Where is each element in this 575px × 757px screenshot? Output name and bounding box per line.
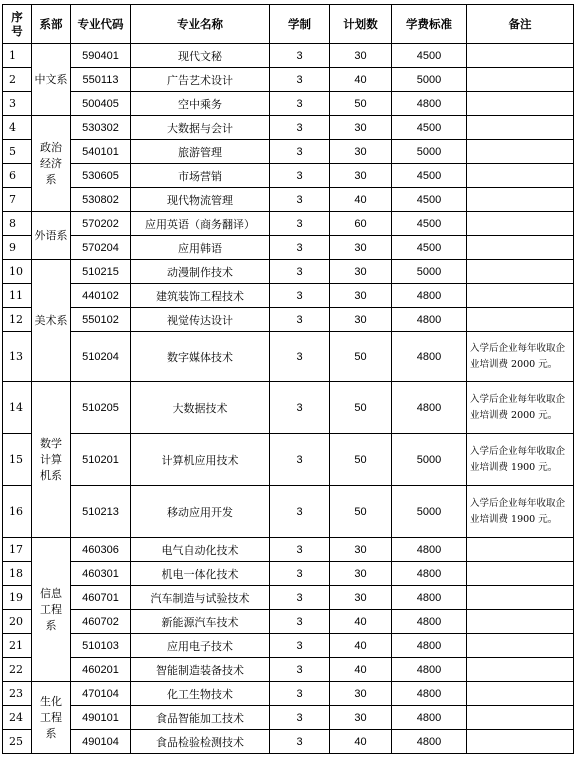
row-fee: 4800 <box>392 586 467 610</box>
row-idx: 18 <box>3 562 32 586</box>
row-idx: 2 <box>3 68 32 92</box>
row-note: 入学后企业每年收取企业培训费 1900 元。 <box>467 434 574 486</box>
row-idx: 13 <box>3 332 32 382</box>
row-code: 510204 <box>71 332 131 382</box>
table-row <box>3 68 574 92</box>
row-code: 510103 <box>71 634 131 658</box>
header-fee: 学费标准 <box>392 5 467 44</box>
table-row <box>3 332 574 382</box>
row-plan: 30 <box>330 706 392 730</box>
row-note <box>467 658 574 682</box>
row-note <box>467 284 574 308</box>
row-years: 3 <box>270 236 330 260</box>
header-name: 专业名称 <box>131 5 270 44</box>
row-years: 3 <box>270 562 330 586</box>
row-years: 3 <box>270 382 330 434</box>
row-name: 大数据技术 <box>131 382 270 434</box>
row-fee: 5000 <box>392 486 467 538</box>
row-note <box>467 188 574 212</box>
row-plan: 30 <box>330 140 392 164</box>
row-idx: 21 <box>3 634 32 658</box>
row-years: 3 <box>270 260 330 284</box>
row-idx: 6 <box>3 164 32 188</box>
row-name: 广告艺术设计 <box>131 68 270 92</box>
header-note: 备注 <box>467 5 574 44</box>
row-years: 3 <box>270 332 330 382</box>
row-note <box>467 116 574 140</box>
row-years: 3 <box>270 486 330 538</box>
row-fee: 4800 <box>392 706 467 730</box>
row-plan: 30 <box>330 586 392 610</box>
row-code: 490101 <box>71 706 131 730</box>
header-code: 专业代码 <box>71 5 131 44</box>
table-row <box>3 634 574 658</box>
row-fee: 5000 <box>392 260 467 284</box>
row-years: 3 <box>270 434 330 486</box>
header-row <box>3 5 574 44</box>
row-name: 视觉传达设计 <box>131 308 270 332</box>
row-note <box>467 610 574 634</box>
table-row <box>3 164 574 188</box>
row-plan: 40 <box>330 68 392 92</box>
table-row <box>3 682 574 706</box>
row-plan: 30 <box>330 682 392 706</box>
row-idx: 24 <box>3 706 32 730</box>
row-plan: 30 <box>330 538 392 562</box>
row-name: 旅游管理 <box>131 140 270 164</box>
row-name: 新能源汽车技术 <box>131 610 270 634</box>
row-idx: 4 <box>3 116 32 140</box>
row-note <box>467 68 574 92</box>
row-code: 590401 <box>71 44 131 68</box>
row-years: 3 <box>270 284 330 308</box>
row-code: 570202 <box>71 212 131 236</box>
row-plan: 30 <box>330 284 392 308</box>
row-plan: 40 <box>330 610 392 634</box>
row-idx: 15 <box>3 434 32 486</box>
row-idx: 5 <box>3 140 32 164</box>
row-note <box>467 236 574 260</box>
row-fee: 4800 <box>392 634 467 658</box>
header-idx: 序号 <box>3 5 32 44</box>
row-name: 食品检验检测技术 <box>131 730 270 754</box>
table-row <box>3 140 574 164</box>
row-code: 460201 <box>71 658 131 682</box>
row-code: 510215 <box>71 260 131 284</box>
dept-cell: 美术系 <box>32 260 71 382</box>
row-code: 500405 <box>71 92 131 116</box>
row-fee: 5000 <box>392 140 467 164</box>
row-code: 440102 <box>71 284 131 308</box>
row-note <box>467 634 574 658</box>
row-plan: 30 <box>330 164 392 188</box>
row-code: 460301 <box>71 562 131 586</box>
row-idx: 16 <box>3 486 32 538</box>
dept-cell: 中文系 <box>32 44 71 116</box>
row-idx: 7 <box>3 188 32 212</box>
row-years: 3 <box>270 706 330 730</box>
row-idx: 11 <box>3 284 32 308</box>
row-note: 入学后企业每年收取企业培训费 2000 元。 <box>467 332 574 382</box>
row-idx: 8 <box>3 212 32 236</box>
table-row <box>3 586 574 610</box>
row-idx: 9 <box>3 236 32 260</box>
table-row <box>3 284 574 308</box>
row-years: 3 <box>270 730 330 754</box>
row-fee: 5000 <box>392 68 467 92</box>
row-name: 汽车制造与试验技术 <box>131 586 270 610</box>
row-name: 电气自动化技术 <box>131 538 270 562</box>
row-name: 现代文秘 <box>131 44 270 68</box>
dept-cell: 政治经济系 <box>32 116 71 212</box>
row-note <box>467 164 574 188</box>
row-code: 460306 <box>71 538 131 562</box>
row-fee: 4500 <box>392 116 467 140</box>
row-fee: 4500 <box>392 212 467 236</box>
row-code: 550102 <box>71 308 131 332</box>
row-years: 3 <box>270 682 330 706</box>
header-years: 学制 <box>270 5 330 44</box>
row-years: 3 <box>270 116 330 140</box>
row-name: 应用英语（商务翻译） <box>131 212 270 236</box>
row-years: 3 <box>270 68 330 92</box>
row-fee: 5000 <box>392 434 467 486</box>
row-code: 510205 <box>71 382 131 434</box>
row-fee: 4800 <box>392 332 467 382</box>
row-plan: 40 <box>330 730 392 754</box>
row-plan: 30 <box>330 236 392 260</box>
row-plan: 30 <box>330 562 392 586</box>
row-note <box>467 730 574 754</box>
table-row <box>3 260 574 284</box>
row-plan: 50 <box>330 382 392 434</box>
row-plan: 50 <box>330 434 392 486</box>
row-idx: 25 <box>3 730 32 754</box>
table-row <box>3 538 574 562</box>
row-years: 3 <box>270 308 330 332</box>
row-idx: 12 <box>3 308 32 332</box>
row-years: 3 <box>270 140 330 164</box>
row-name: 机电一体化技术 <box>131 562 270 586</box>
row-code: 460702 <box>71 610 131 634</box>
row-fee: 4800 <box>392 658 467 682</box>
row-name: 数字媒体技术 <box>131 332 270 382</box>
row-plan: 50 <box>330 332 392 382</box>
row-name: 应用电子技术 <box>131 634 270 658</box>
table-row <box>3 188 574 212</box>
table-row <box>3 658 574 682</box>
row-name: 建筑装饰工程技术 <box>131 284 270 308</box>
row-code: 530302 <box>71 116 131 140</box>
row-code: 570204 <box>71 236 131 260</box>
table-row <box>3 44 574 68</box>
row-note <box>467 44 574 68</box>
row-plan: 40 <box>330 658 392 682</box>
row-plan: 50 <box>330 486 392 538</box>
row-years: 3 <box>270 44 330 68</box>
row-plan: 40 <box>330 634 392 658</box>
header-plan: 计划数 <box>330 5 392 44</box>
row-name: 移动应用开发 <box>131 486 270 538</box>
row-note <box>467 586 574 610</box>
table-row <box>3 706 574 730</box>
row-fee: 4800 <box>392 538 467 562</box>
row-fee: 4800 <box>392 92 467 116</box>
row-plan: 30 <box>330 308 392 332</box>
row-code: 490104 <box>71 730 131 754</box>
row-fee: 4800 <box>392 730 467 754</box>
row-note: 入学后企业每年收取企业培训费 1900 元。 <box>467 486 574 538</box>
row-fee: 4800 <box>392 382 467 434</box>
row-years: 3 <box>270 164 330 188</box>
row-idx: 20 <box>3 610 32 634</box>
row-fee: 4800 <box>392 682 467 706</box>
row-fee: 4800 <box>392 562 467 586</box>
table-row <box>3 92 574 116</box>
row-note <box>467 562 574 586</box>
dept-cell: 外语系 <box>32 212 71 260</box>
row-idx: 19 <box>3 586 32 610</box>
row-years: 3 <box>270 538 330 562</box>
row-name: 现代物流管理 <box>131 188 270 212</box>
row-name: 智能制造装备技术 <box>131 658 270 682</box>
table-row <box>3 382 574 434</box>
row-code: 460701 <box>71 586 131 610</box>
dept-cell: 数学计算机系 <box>32 382 71 538</box>
row-idx: 17 <box>3 538 32 562</box>
row-idx: 1 <box>3 44 32 68</box>
dept-cell: 信息工程系 <box>32 538 71 682</box>
dept-cell: 生化工程系 <box>32 682 71 754</box>
table-row <box>3 308 574 332</box>
row-years: 3 <box>270 92 330 116</box>
row-code: 530802 <box>71 188 131 212</box>
row-fee: 4500 <box>392 236 467 260</box>
row-note <box>467 538 574 562</box>
row-idx: 23 <box>3 682 32 706</box>
table-row <box>3 562 574 586</box>
row-fee: 4500 <box>392 44 467 68</box>
row-years: 3 <box>270 188 330 212</box>
table-row <box>3 212 574 236</box>
row-plan: 30 <box>330 260 392 284</box>
row-name: 应用韩语 <box>131 236 270 260</box>
row-name: 市场营销 <box>131 164 270 188</box>
row-note <box>467 92 574 116</box>
row-years: 3 <box>270 586 330 610</box>
row-note <box>467 682 574 706</box>
row-years: 3 <box>270 212 330 236</box>
row-note: 入学后企业每年收取企业培训费 2000 元。 <box>467 382 574 434</box>
row-fee: 4800 <box>392 284 467 308</box>
row-name: 计算机应用技术 <box>131 434 270 486</box>
row-fee: 4500 <box>392 164 467 188</box>
row-note <box>467 706 574 730</box>
row-name: 化工生物技术 <box>131 682 270 706</box>
row-code: 510201 <box>71 434 131 486</box>
row-name: 大数据与会计 <box>131 116 270 140</box>
row-idx: 22 <box>3 658 32 682</box>
row-years: 3 <box>270 658 330 682</box>
table-row <box>3 434 574 486</box>
row-note <box>467 260 574 284</box>
row-note <box>467 140 574 164</box>
row-years: 3 <box>270 610 330 634</box>
row-fee: 4800 <box>392 308 467 332</box>
row-idx: 14 <box>3 382 32 434</box>
row-code: 540101 <box>71 140 131 164</box>
row-code: 470104 <box>71 682 131 706</box>
row-plan: 50 <box>330 92 392 116</box>
table-row <box>3 610 574 634</box>
row-idx: 3 <box>3 92 32 116</box>
row-plan: 40 <box>330 188 392 212</box>
row-years: 3 <box>270 634 330 658</box>
row-plan: 30 <box>330 44 392 68</box>
row-fee: 4500 <box>392 188 467 212</box>
row-idx: 10 <box>3 260 32 284</box>
majors-table <box>2 4 574 754</box>
row-fee: 4800 <box>392 610 467 634</box>
table-row <box>3 116 574 140</box>
row-name: 食品智能加工技术 <box>131 706 270 730</box>
row-name: 动漫制作技术 <box>131 260 270 284</box>
row-note <box>467 308 574 332</box>
table-row <box>3 730 574 754</box>
header-dept: 系部 <box>32 5 71 44</box>
table-row <box>3 236 574 260</box>
row-plan: 30 <box>330 116 392 140</box>
row-plan: 60 <box>330 212 392 236</box>
row-name: 空中乘务 <box>131 92 270 116</box>
table-row <box>3 486 574 538</box>
row-note <box>467 212 574 236</box>
row-code: 510213 <box>71 486 131 538</box>
row-code: 530605 <box>71 164 131 188</box>
row-code: 550113 <box>71 68 131 92</box>
